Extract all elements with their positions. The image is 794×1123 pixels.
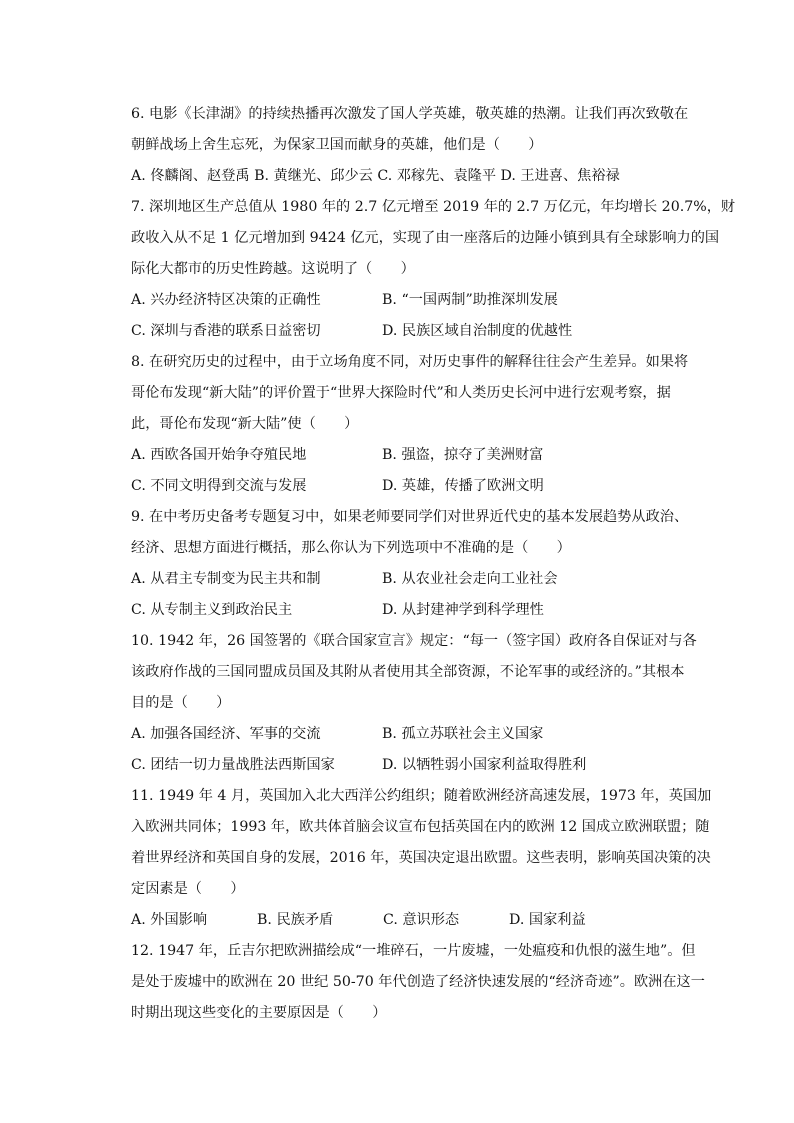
question-12	[131, 936, 705, 1029]
question-stem-line: 目的是（ ）	[131, 695, 231, 711]
question-options-row	[131, 905, 696, 936]
option-c: C. 意识形态	[383, 912, 460, 928]
question-stem-line: 7. 深圳地区生产总值从 1980 年的 2.7 亿元增至 2019 年的 2.7 万亿元，年均增长 20.7%，财	[131, 199, 736, 215]
question-9	[131, 502, 696, 626]
question-options-row	[131, 719, 696, 750]
question-stem-line: 定因素是（ ）	[131, 881, 245, 897]
question-list	[131, 99, 736, 1029]
option-d: D. 以牺牲弱小国家利益取得胜利	[382, 757, 587, 773]
question-options-row	[131, 595, 696, 626]
question-stem-line: 着世界经济和英国自身的发展，2016 年，英国决定退出欧盟。这些表明，影响英国决策的决	[131, 850, 711, 866]
question-stem-line: 政收入从不足 1 亿元增加到 9424 亿元，实现了由一座落后的边陲小镇到具有全球影响力的国	[131, 230, 720, 246]
question-stem-line: 12. 1947 年，丘吉尔把欧洲描绘成“一堆碎石，一片废墟，一处瘟疫和仇恨的滋生地”。但	[131, 943, 696, 959]
question-options-row	[131, 285, 696, 316]
question-stem-line: 此，哥伦布发现“新大陆”使（ ）	[131, 416, 359, 432]
option-b: B. 从农业社会走向工业社会	[382, 571, 558, 587]
option-b: B. “一国两制”助推深圳发展	[382, 292, 558, 308]
question-stem-line: 该政府作战的三国同盟成员国及其附从者使用其全部资源，不论军事的或经济的。”其根本	[131, 664, 685, 680]
option-a: A. 兴办经济特区决策的正确性	[131, 292, 321, 308]
option-c: C. 深圳与香港的联系日益密切	[131, 323, 321, 339]
option-c: C. 从专制主义到政治民主	[131, 602, 293, 618]
option-b: B. 孤立苏联社会主义国家	[382, 726, 544, 742]
question-6	[131, 99, 696, 192]
question-stem-line: 哥伦布发现“新大陆”的评价置于“世界大探险时代”和人类历史长河中进行宏观考察，据	[131, 385, 671, 401]
option-d: D. 国家利益	[509, 912, 586, 928]
question-7	[131, 192, 736, 347]
option-c: C. 团结一切力量战胜法西斯国家	[131, 757, 335, 773]
option-d: D. 民族区域自治制度的优越性	[382, 323, 573, 339]
question-stem-line: 时期出现这些变化的主要原因是（ ）	[131, 1005, 387, 1021]
question-stem-line: 朝鲜战场上舍生忘死，为保家卫国而献身的英雄，他们是（ ）	[131, 137, 543, 153]
question-10	[131, 626, 696, 781]
option-a: A. 加强各国经济、军事的交流	[131, 726, 321, 742]
option-b: B. 强盗，掠夺了美洲财富	[382, 447, 544, 463]
question-stem-line: 10. 1942 年，26 国签署的《联合国家宣言》规定：“每一（签字国）政府各自保证对与各	[131, 633, 697, 649]
question-stem-line: 6. 电影《长津湖》的持续热播再次激发了国人学英雄，敬英雄的热潮。让我们再次致敬在	[131, 106, 689, 122]
question-stem-line: 际化大都市的历史性跨越。这说明了（ ）	[131, 261, 415, 277]
question-stem-line: 入欧洲共同体；1993 年，欧共体首脑会议宣布包括英国在内的欧洲 12 国成立欧洲联盟；随	[131, 819, 710, 835]
question-options-inline: A. 佟麟阁、赵登禹 B. 黄继光、邱少云 C. 邓稼先、袁隆平 D. 王进喜、焦裕禄	[131, 168, 620, 184]
question-stem-line: 经济、思想方面进行概括，那么你认为下列选项中不准确的是（ ）	[131, 540, 571, 556]
question-options-row	[131, 564, 696, 595]
option-b: B. 民族矛盾	[257, 912, 334, 928]
question-stem-line: 8. 在研究历史的过程中，由于立场角度不同，对历史事件的解释往往会产生差异。如果将	[131, 354, 689, 370]
question-stem-line: 9. 在中考历史备考专题复习中，如果老师要同学们对世界近代史的基本发展趋势从政治、	[131, 509, 689, 525]
question-options-row	[131, 471, 696, 502]
question-stem-line: 是处于废墟中的欧洲在 20 世纪 50-70 年代创造了经济快速发展的“经济奇迹”。欧洲在这一	[131, 974, 705, 990]
question-options-row	[131, 750, 696, 781]
option-a: A. 外国影响	[131, 912, 208, 928]
question-options-row	[131, 440, 696, 471]
option-d: D. 从封建神学到科学理性	[382, 602, 544, 618]
option-a: A. 从君主专制变为民主共和制	[131, 571, 321, 587]
question-11	[131, 781, 712, 936]
question-stem-line: 11. 1949 年 4 月，英国加入北大西洋公约组织；随着欧洲经济高速发展，1973 年，英国加	[131, 788, 712, 804]
option-d: D. 英雄，传播了欧洲文明	[382, 478, 544, 494]
question-options-row	[131, 316, 696, 347]
option-c: C. 不同文明得到交流与发展	[131, 478, 307, 494]
question-8	[131, 347, 696, 502]
option-a: A. 西欧各国开始争夺殖民地	[131, 447, 307, 463]
